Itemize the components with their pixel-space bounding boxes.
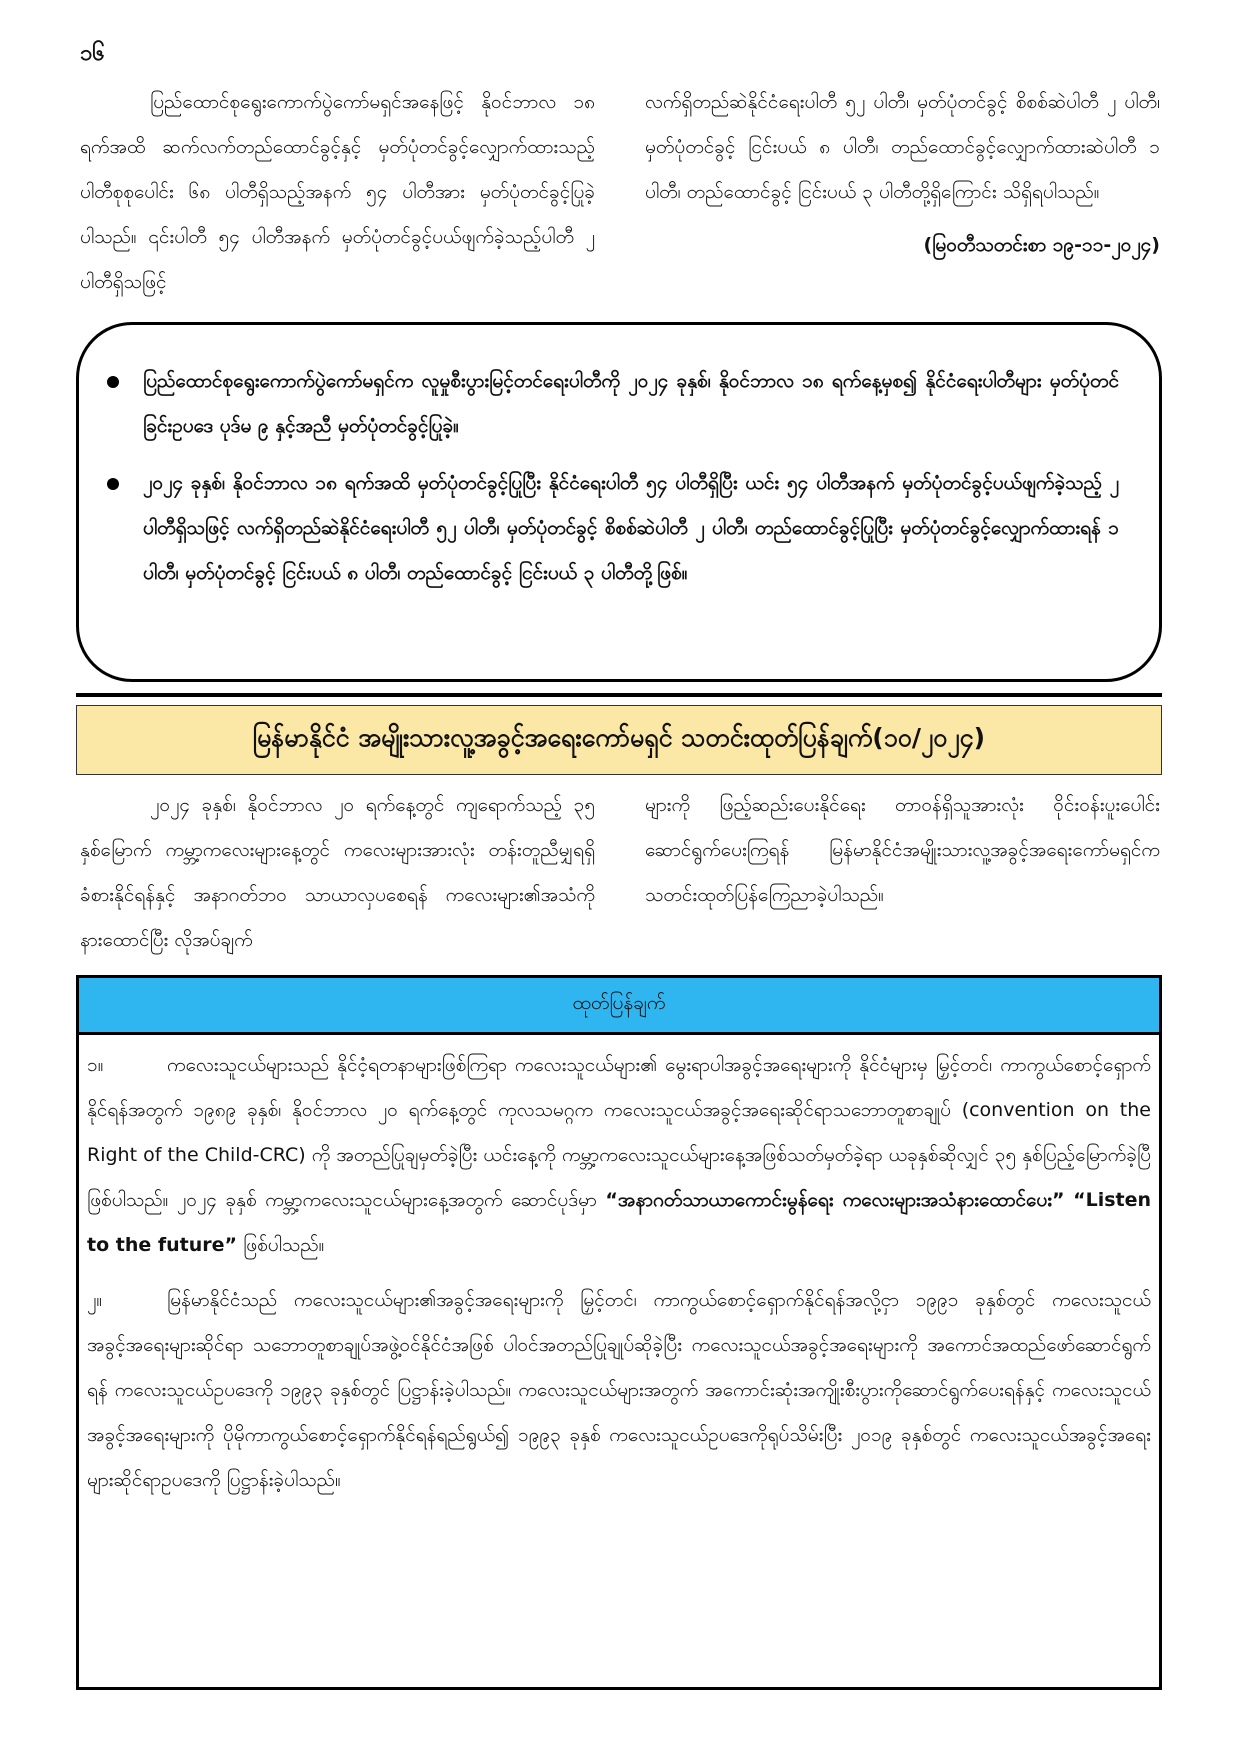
- motto-myanmar: “အနာဂတ်သာယာကောင်းမွန်ရေး ကလေးများအသံနားထောင်ပေး”: [605, 1189, 1065, 1211]
- page-number: ၁၆: [80, 41, 105, 66]
- bullet-icon: [107, 376, 119, 388]
- summary-bullet-1: [143, 359, 1119, 449]
- intro-right-column: [645, 783, 1160, 918]
- paragraph-text: မြန်မာနိုင်ငံသည် ကလေးသူငယ်များ၏အခွင့်အရေးများကို မြှင့်တင်၊ ကာကွယ်စောင့်ရှောက်နိုင်ရန်အလို့ငှာ ၁၉၉၁ ခုနှစ်တွင် ကလေးသူငယ်အခွင့်အရေးများဆိုင်ရာ သဘောတူစာချုပ်အဖွဲ့ဝင်နိုင်ငံအဖြစ် ပါဝင်အတည်ပြုချုပ်ဆိုခဲ့ပြီး ကလေးသူငယ်အခွင့်အရေးများကို အကောင်အထည်ဖော်ဆောင်ရွက်ရန် ကလေးသူငယ်ဥပဒေကို ၁၉၉၃ ခုနှစ်တွင် ပြဋ္ဌာန်းခဲ့ပါသည်။ ကလေးသူငယ်များအတွက် အကောင်းဆုံးအကျိုးစီးပွားကိုဆောင်ရွက်ပေးရန်နှင့် ကလေးသူငယ်အခွင့်အရေးများကို ပိုမိုကာကွယ်စောင့်ရှောက်နိုင်ရန်ရည်ရွယ်၍ ၁၉၉၃ ခုနှစ် ကလေးသူငယ်ဥပဒေကိုရုပ်သိမ်းပြီး ၂၀၁၉ ခုနှစ်တွင် ကလေးသူငယ်အခွင့်အရေးများဆိုင်ရာဥပဒေကို ပြဋ္ဌာန်းခဲ့ပါသည်။: [87, 1289, 1151, 1491]
- statement-body: [79, 1035, 1159, 1503]
- summary-bullet-2: [143, 461, 1119, 596]
- statement-paragraph-1: [87, 1043, 1151, 1268]
- statement-header-label: ထုတ်ပြန်ချက်: [572, 992, 666, 1014]
- source-citation: (မြဝတီသတင်းစာ ၁၉-၁၁-၂၀၂၄): [923, 234, 1160, 256]
- intro-left-paragraph: ၂၀၂၄ ခုနှစ်၊ နိုဝင်ဘာလ ၂၀ ရက်နေ့တွင် ကျရောက်သည့် ၃၅ နှစ်မြောက် ကမ္ဘာ့ကလေးများနေ့တွင် ကလေးများအားလုံး တန်းတူညီမျှရရှိခံစားနိုင်ရန်နှင့် အနာဂတ်ဘဝ သာယာလှပစေရန် ကလေးများ၏အသံကိုနားထောင်ပြီး လိုအပ်ချက်: [80, 794, 595, 951]
- banner-title: မြန်မာနိုင်ငံ အမျိုးသားလူ့အခွင့်အရေးကော်မရှင် သတင်းထုတ်ပြန်ချက်(၁၀/၂၀၂၄): [252, 722, 986, 752]
- paragraph-text: ကလေးသူငယ်များသည် နိုင်ငံ့ရတနာများဖြစ်ကြရာ ကလေးသူငယ်များ၏ မွေးရာပါအခွင့်အရေးများကို နိုင်ငံများမှ မြှင့်တင်၊ ကာကွယ်စောင့်ရှောက်နိုင်ရန်အတွက် ၁၉၈၉ ခုနှစ်၊ နိုဝင်ဘာလ ၂၀ ရက်နေ့တွင် ကုလသမဂ္ဂက ကလေးသူငယ်အခွင့်အရေးဆိုင်ရာသဘောတူစာချုပ် (convention on the Right of the Child-CRC) ကို အတည်ပြုချမှတ်ခဲ့ပြီး ယင်းနေ့ကို ကမ္ဘာ့ကလေးသူငယ်များနေ့အဖြစ်သတ်မှတ်ခဲ့ရာ ယခုနှစ်ဆိုလျှင် ၃၅ နှစ်ပြည့်မြောက်ခဲ့ပြီဖြစ်ပါသည်။ ၂၀၂၄ ခုနှစ် ကမ္ဘာ့ကလေးသူငယ်များနေ့အတွက် ဆောင်ပုဒ်မှာ: [87, 1054, 1151, 1211]
- paragraph-text-end: ဖြစ်ပါသည်။: [243, 1234, 325, 1256]
- paragraph-number: ၁။: [87, 1054, 104, 1076]
- top-left-column: [80, 80, 595, 305]
- paragraph-number: ၂။: [87, 1289, 103, 1311]
- statement-box: [76, 975, 1162, 1690]
- bullet-icon: [107, 478, 119, 490]
- top-right-column: [645, 80, 1160, 268]
- motto-english: “Listen to the future”: [87, 1189, 1152, 1256]
- statement-paragraph-2: [87, 1278, 1151, 1503]
- summary-text: ပြည်ထောင်စုရွေးကောက်ပွဲကော်မရှင်က လူမှုစီးပွားမြင့်တင်ရေးပါတီကို ၂၀၂၄ ခုနှစ်၊ နိုဝင်ဘာလ ၁၈ ရက်နေ့မှစ၍ နိုင်ငံရေးပါတီများ မှတ်ပုံတင်ခြင်းဥပဒေ ပုဒ်မ ၉ နှင့်အညီ မှတ်ပုံတင်ခွင့်ပြုခဲ့။: [143, 370, 1119, 437]
- summary-list: [79, 325, 1159, 596]
- summary-text: ၂၀၂၄ ခုနှစ်၊ နိုဝင်ဘာလ ၁၈ ရက်အထိ မှတ်ပုံတင်ခွင့်ပြုပြီး နိုင်ငံရေးပါတီ ၅၄ ပါတီရှိပြီး ယင်း ၅၄ ပါတီအနက် မှတ်ပုံတင်ခွင့်ပယ်ဖျက်ခဲ့သည့် ၂ ပါတီရှိသဖြင့် လက်ရှိတည်ဆဲနိုင်ငံရေးပါတီ ၅၂ ပါတီ၊ မှတ်ပုံတင်ခွင့် စိစစ်ဆဲပါတီ ၂ ပါတီ၊ တည်ထောင်ခွင့်ပြုပြီး မှတ်ပုံတင်ခွင့်လျှောက်ထားရန် ၁ ပါတီ၊ မှတ်ပုံတင်ခွင့် ငြင်းပယ် ၈ ပါတီ၊ တည်ထောင်ခွင့် ငြင်းပယ် ၃ ပါတီတို့ဖြစ်။: [143, 472, 1119, 584]
- top-right-paragraph: လက်ရှိတည်ဆဲနိုင်ငံရေးပါတီ ၅၂ ပါတီ၊ မှတ်ပုံတင်ခွင့် စိစစ်ဆဲပါတီ ၂ ပါတီ၊ မှတ်ပုံတင်ခွင့် ငြင်းပယ် ၈ ပါတီ၊ တည်ထောင်ခွင့်လျှောက်ထားဆဲပါတီ ၁ ပါတီ၊ တည်ထောင်ခွင့် ငြင်းပယ် ၃ ပါတီတို့ရှိကြောင်း သိရှိရပါသည်။: [645, 91, 1160, 203]
- intro-left-column: [80, 783, 595, 963]
- section-banner: [76, 705, 1162, 775]
- section-divider: [76, 693, 1162, 697]
- summary-box: [76, 322, 1162, 682]
- top-left-paragraph: ပြည်ထောင်စုရွေးကောက်ပွဲကော်မရှင်အနေဖြင့် နိုဝင်ဘာလ ၁၈ ရက်အထိ ဆက်လက်တည်ထောင်ခွင့်နှင့် မှတ်ပုံတင်ခွင့်လျှောက်ထားသည့် ပါတီစုစုပေါင်း ၆၈ ပါတီရှိသည့်အနက် ၅၄ ပါတီအား မှတ်ပုံတင်ခွင့်ပြုခဲ့ပါသည်။ ၎င်းပါတီ ၅၄ ပါတီအနက် မှတ်ပုံတင်ခွင့်ပယ်ဖျက်ခဲ့သည့်ပါတီ ၂ ပါတီရှိသဖြင့်: [80, 91, 595, 293]
- statement-header: [79, 978, 1159, 1035]
- intro-right-paragraph: များကို ဖြည့်ဆည်းပေးနိုင်ရေး တာဝန်ရှိသူအားလုံး ဝိုင်းဝန်းပူးပေါင်းဆောင်ရွက်ပေးကြရန် မြန်မာနိုင်ငံအမျိုးသားလူ့အခွင့်အရေးကော်မရှင်က သတင်းထုတ်ပြန်ကြေညာခဲ့ပါသည်။: [645, 794, 1160, 906]
